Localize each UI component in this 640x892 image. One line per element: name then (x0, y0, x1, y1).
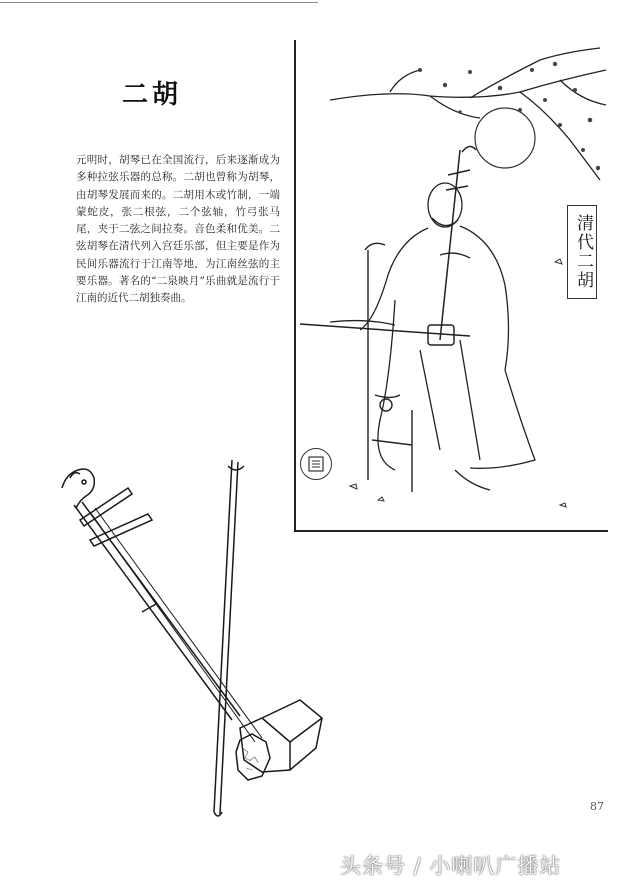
page-title: 二胡 (122, 80, 183, 110)
watermark-text: 头条号 / 小喇叭广播站 (340, 854, 562, 878)
caption-label: 清代二胡 (567, 205, 597, 299)
page-number: 87 (590, 800, 604, 813)
body-text: 元明时，胡琴已在全国流行，后来逐渐成为多种拉弦乐器的总称。二胡也曾称为胡琴，由胡琴发展而来的。二胡用木或竹制，一端蒙蛇皮，张二根弦，二个弦轴，竹弓张马尾，夹于二弦之间拉奏。音色柔和优美。二弦胡琴在清代列入宫廷乐部，但主要是作为民间乐器流行于江南等地，为江南丝弦的主要乐器。著名的“二泉映月”乐曲就是流行于江南的近代二胡独奏曲。 (76, 154, 280, 305)
